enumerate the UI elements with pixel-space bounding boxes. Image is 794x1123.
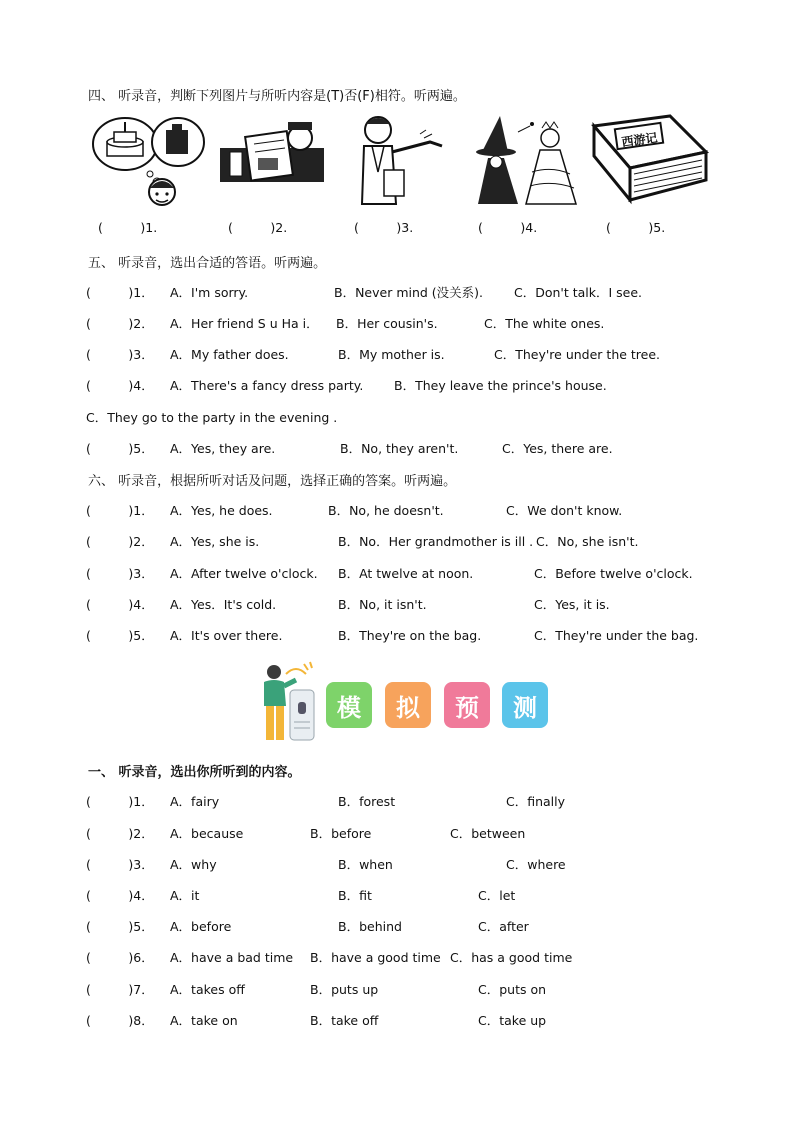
answer-blank[interactable]: ( )6． xyxy=(86,950,154,965)
picture-answer-4[interactable]: ( )4. xyxy=(478,220,538,235)
answer-blank[interactable]: ( )2． xyxy=(86,534,154,549)
option-a: A．because xyxy=(170,826,244,841)
answer-blank[interactable]: ( )5． xyxy=(86,441,154,456)
answer-blank[interactable]: ( )4． xyxy=(86,597,154,612)
newspaper-picture xyxy=(218,112,328,210)
birthday-cake-picture xyxy=(90,112,210,210)
option-a: A．I'm sorry. xyxy=(170,285,249,300)
banner-tile-4 xyxy=(502,682,548,728)
answer-blank[interactable]: ( )1． xyxy=(86,794,154,809)
banner-tile-1 xyxy=(326,682,372,728)
option-a: A．takes off xyxy=(170,982,245,997)
option-c: C．Don't talk．I see. xyxy=(514,285,643,300)
answer-blank[interactable]: ( )2． xyxy=(86,826,154,841)
option-a: A．take on xyxy=(170,1013,238,1028)
answer-blank[interactable]: ( )8． xyxy=(86,1013,154,1028)
book-title: 西游记 xyxy=(620,130,659,150)
option-a: A．Yes, she is. xyxy=(170,534,260,549)
banner-tile-2 xyxy=(385,682,431,728)
answer-blank[interactable]: ( )1． xyxy=(86,503,154,518)
mock-heading: 一、 听录音，选出你所听到的内容。 xyxy=(88,765,301,780)
option-b: B．have a good time xyxy=(310,950,441,965)
option-a: A．Her friend S u Ha i． xyxy=(170,316,319,331)
option-c: C．puts on xyxy=(478,982,547,997)
option-c: C．We don't know. xyxy=(506,503,623,518)
picture-answer-2[interactable]: ( )2. xyxy=(228,220,288,235)
section6-heading: 六、 听录音，根据所听对话及问题，选择正确的答案。听两遍。 xyxy=(88,474,457,489)
option-c: C．They're under the bag. xyxy=(534,628,699,643)
option-b: B．At twelve at noon. xyxy=(338,566,474,581)
banner-tile-text: 预 xyxy=(455,693,479,722)
answer-blank[interactable]: ( )5． xyxy=(86,628,154,643)
answer-blank[interactable]: ( )5． xyxy=(86,919,154,934)
option-c: C．The white ones. xyxy=(484,316,605,331)
option-b: B．No, they aren't. xyxy=(340,441,459,456)
picture-answer-1[interactable]: ( )1. xyxy=(98,220,158,235)
option-c: C．Yes, it is. xyxy=(534,597,610,612)
option-c: C．where xyxy=(506,857,566,872)
man-pointing-picture xyxy=(350,112,450,210)
banner-tile-text: 测 xyxy=(513,693,537,722)
answer-blank[interactable]: ( )3． xyxy=(86,347,154,362)
option-b: B．fit xyxy=(338,888,372,903)
book-picture xyxy=(590,112,710,210)
option-a: A．fairy xyxy=(170,794,220,809)
section5-heading: 五、 听录音，选出合适的答语。听两遍。 xyxy=(88,256,327,271)
option-c: C．They're under the tree. xyxy=(494,347,661,362)
option-a: A．have a bad time xyxy=(170,950,294,965)
mock-test-banner xyxy=(256,660,556,744)
option-a: A．before xyxy=(170,919,232,934)
option-a: A．Yes, they are. xyxy=(170,441,276,456)
answer-blank[interactable]: ( )4． xyxy=(86,378,154,393)
picture-answer-row xyxy=(80,218,720,238)
option-b: B．They leave the prince's house. xyxy=(394,378,607,393)
option-c: C．let xyxy=(478,888,516,903)
option-b: B．Her cousin's. xyxy=(336,316,438,331)
option-c: C．between xyxy=(450,826,526,841)
picture-answer-3[interactable]: ( )3. xyxy=(354,220,414,235)
banner-tile-text: 拟 xyxy=(396,693,420,722)
option-a: A．Yes, he does. xyxy=(170,503,273,518)
option-c: C．Yes, there are. xyxy=(502,441,613,456)
banner-tile-3 xyxy=(444,682,490,728)
option-a: A．it xyxy=(170,888,200,903)
picture-row xyxy=(80,112,720,212)
option-b: B．No, it isn't. xyxy=(338,597,427,612)
option-b: B．puts up xyxy=(310,982,379,997)
option-c: C．take up xyxy=(478,1013,547,1028)
option-c: C．Before twelve o'clock. xyxy=(534,566,693,581)
option-c: C．after xyxy=(478,919,529,934)
section4-heading: 四、 听录音，判断下列图片与所听内容是(T)否(F)相符。听两遍。 xyxy=(88,89,466,104)
option-b: B．behind xyxy=(338,919,402,934)
option-b: B．My mother is. xyxy=(338,347,445,362)
option-b: B．Never mind (没关系). xyxy=(334,285,484,300)
option-b: B．No, he doesn't. xyxy=(328,503,444,518)
option-a: A．It's over there. xyxy=(170,628,283,643)
option-a: A．There's a fancy dress party. xyxy=(170,378,364,393)
option-b: B．No．Her grandmother is ill . xyxy=(338,534,534,549)
option-c-wrapped: C．They go to the party in the evening . xyxy=(86,410,338,425)
option-b: B．when xyxy=(338,857,393,872)
witch-princess-picture xyxy=(470,112,582,210)
option-b: B．forest xyxy=(338,794,396,809)
answer-blank[interactable]: ( )4． xyxy=(86,888,154,903)
option-c: C．No, she isn't. xyxy=(536,534,639,549)
answer-blank[interactable]: ( )2． xyxy=(86,316,154,331)
option-b: B．take off xyxy=(310,1013,379,1028)
option-b: B．They're on the bag. xyxy=(338,628,482,643)
option-a: A．why xyxy=(170,857,217,872)
option-b: B．before xyxy=(310,826,372,841)
answer-blank[interactable]: ( )3． xyxy=(86,857,154,872)
banner-tile-text: 模 xyxy=(337,693,361,722)
answer-blank[interactable]: ( )3． xyxy=(86,566,154,581)
option-c: C．finally xyxy=(506,794,566,809)
option-a: A．My father does. xyxy=(170,347,289,362)
option-a: A．Yes．It's cold. xyxy=(170,597,277,612)
answer-blank[interactable]: ( )1． xyxy=(86,285,154,300)
picture-answer-5[interactable]: ( )5. xyxy=(606,220,666,235)
student-headphones-illustration xyxy=(256,660,318,744)
option-a: A．After twelve o'clock. xyxy=(170,566,318,581)
option-c: C．has a good time xyxy=(450,950,573,965)
answer-blank[interactable]: ( )7． xyxy=(86,982,154,997)
